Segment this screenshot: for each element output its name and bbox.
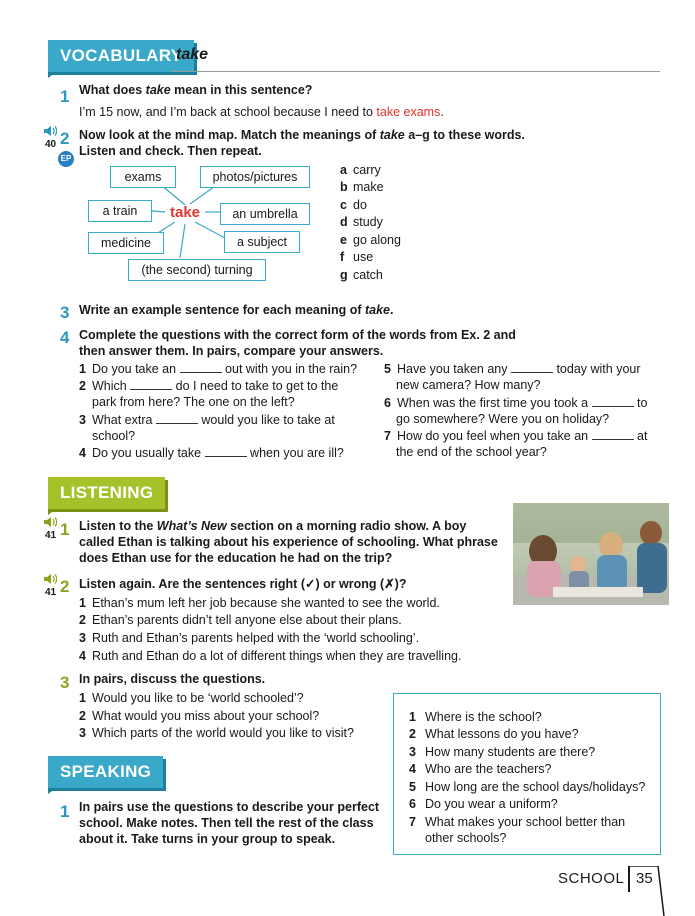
q4-item-6: 6 When was the first time you took a to (384, 396, 648, 410)
listening-q2-item-2: 2 Ethan’s parents didn’t tell anyone else about their plans. (79, 613, 402, 627)
speaking-banner: SPEAKING (48, 756, 163, 788)
q4-item-2: 2 Which do I need to take to get to the (79, 379, 339, 393)
banner-fold (48, 788, 56, 794)
listening-q2-item-1: 1 Ethan’s mum left her job because she wanted to see the world. (79, 596, 440, 610)
bubble-turning: (the second) turning (128, 259, 266, 281)
q4-item-1: 1 Do you take an out with you in the rain? (79, 362, 358, 376)
banner-fold (48, 72, 56, 78)
q4-item-4: 4 Do you usually take when you are ill? (79, 446, 344, 460)
listening-q3-text: In pairs, discuss the questions. (79, 672, 266, 686)
q2-line1: Now look at the mind map. Match the meanings of take a–g to these words. (79, 128, 525, 142)
audio-speaker-icon[interactable] (43, 125, 57, 140)
bubble-medicine: medicine (88, 232, 164, 254)
q2-line2: Listen and check. Then repeat. (79, 144, 262, 158)
q4-item-6-cont: go somewhere? Were you on holiday? (396, 412, 610, 426)
page-corner-mark (628, 866, 668, 916)
bubble-umbrella: an umbrella (220, 203, 310, 225)
q4-line1: Complete the questions with the correct form of the words from Ex. 2 and (79, 328, 516, 342)
box-item-2: 2 What lessons do you have? (409, 727, 579, 741)
meaning-a: a carry (340, 163, 381, 177)
meaning-g: g catch (340, 268, 383, 282)
vocabulary-topic: take (176, 46, 209, 63)
q4-item-5: 5 Have you taken any today with your (384, 362, 641, 376)
speaking-q1-line3: about it. Take turns in your group to speak. (79, 832, 336, 846)
box-item-7: 7 What makes your school better than (409, 815, 626, 829)
listening-q3-item-1: 1 Would you like to be ‘world schooled’? (79, 691, 304, 705)
q4-item-7: 7 How do you feel when you take an at (384, 429, 648, 443)
speaking-q1-line2: school. Make notes. Then tell the rest of the class (79, 816, 374, 830)
listening-q1-line2: called Ethan is talking about his experience of schooling. What phrase (79, 535, 498, 549)
banner-fold (48, 509, 56, 515)
footer-page-number: 35 (636, 870, 653, 887)
header-rule (172, 71, 660, 72)
box-item-1: 1 Where is the school? (409, 710, 542, 724)
q1-prompt: What does take mean in this sentence? (79, 83, 313, 97)
meaning-b: b make (340, 180, 384, 194)
listening-q2-text: Listen again. Are the sentences right (✓) or wrong (✗)? (79, 577, 407, 591)
mind-map-center: take (170, 204, 201, 221)
speaking-q1-line1: In pairs use the questions to describe your perfect (79, 800, 380, 814)
q2-number: 2 (60, 129, 70, 148)
listening-banner: LISTENING (48, 477, 165, 509)
ep-badge: EP (58, 151, 74, 167)
q4-line2: then answer them. In pairs, compare your answers. (79, 344, 384, 358)
listening-q1-line1: Listen to the What’s New section on a morning radio show. A boy (79, 519, 467, 533)
q1-sentence: I’m 15 now, and I’m back at school because I need to take exams. (79, 105, 444, 119)
q4-item-7-cont: the end of the school year? (396, 445, 547, 459)
q4-item-3: 3 What extra would you like to take at (79, 413, 335, 427)
listening-q3-number: 3 (60, 673, 70, 692)
q4-item-5-cont: new camera? How many? (396, 378, 541, 392)
q3-text: Write an example sentence for each meaning of take. (79, 303, 394, 317)
q1-number: 1 (60, 87, 70, 106)
listening-q1-line3: does Ethan use for the education he had on the trip? (79, 551, 393, 565)
audio-speaker-icon[interactable] (43, 573, 57, 588)
meaning-d: d study (340, 215, 383, 229)
listening-q1-number: 1 (60, 520, 70, 539)
audio-track-number: 41 (45, 530, 57, 541)
box-item-4: 4 Who are the teachers? (409, 762, 552, 776)
audio-speaker-icon[interactable] (43, 516, 57, 531)
q4-item-2-cont: park from here? The one on the left? (92, 395, 295, 409)
meaning-e: e go along (340, 233, 401, 247)
bubble-subject: a subject (224, 231, 300, 253)
family-photo (513, 503, 669, 605)
q3-number: 3 (60, 303, 70, 322)
box-item-6: 6 Do you wear a uniform? (409, 797, 558, 811)
q4-number: 4 (60, 328, 70, 347)
box-item-5: 5 How long are the school days/holidays? (409, 780, 646, 794)
footer-section: SCHOOL (558, 870, 625, 887)
listening-q2-number: 2 (60, 577, 70, 596)
audio-track-number: 40 (45, 139, 57, 150)
bubble-train: a train (88, 200, 152, 222)
box-item-7-cont: other schools? (425, 831, 507, 845)
listening-q2-item-4: 4 Ruth and Ethan do a lot of different things when they are travelling. (79, 649, 462, 663)
box-item-3: 3 How many students are there? (409, 745, 596, 759)
audio-track-number: 41 (45, 587, 57, 598)
meaning-c: c do (340, 198, 367, 212)
listening-q2-item-3: 3 Ruth and Ethan’s parents helped with the ‘world schooling’. (79, 631, 420, 645)
bubble-photos: photos/pictures (200, 166, 310, 188)
vocabulary-banner: VOCABULARY (48, 40, 194, 72)
listening-q3-item-2: 2 What would you miss about your school? (79, 709, 320, 723)
meaning-f: f use (340, 250, 374, 264)
bubble-exams: exams (110, 166, 176, 188)
q4-item-3-cont: school? (92, 429, 136, 443)
listening-q3-item-3: 3 Which parts of the world would you like to visit? (79, 726, 354, 740)
speaking-q1-number: 1 (60, 802, 70, 821)
